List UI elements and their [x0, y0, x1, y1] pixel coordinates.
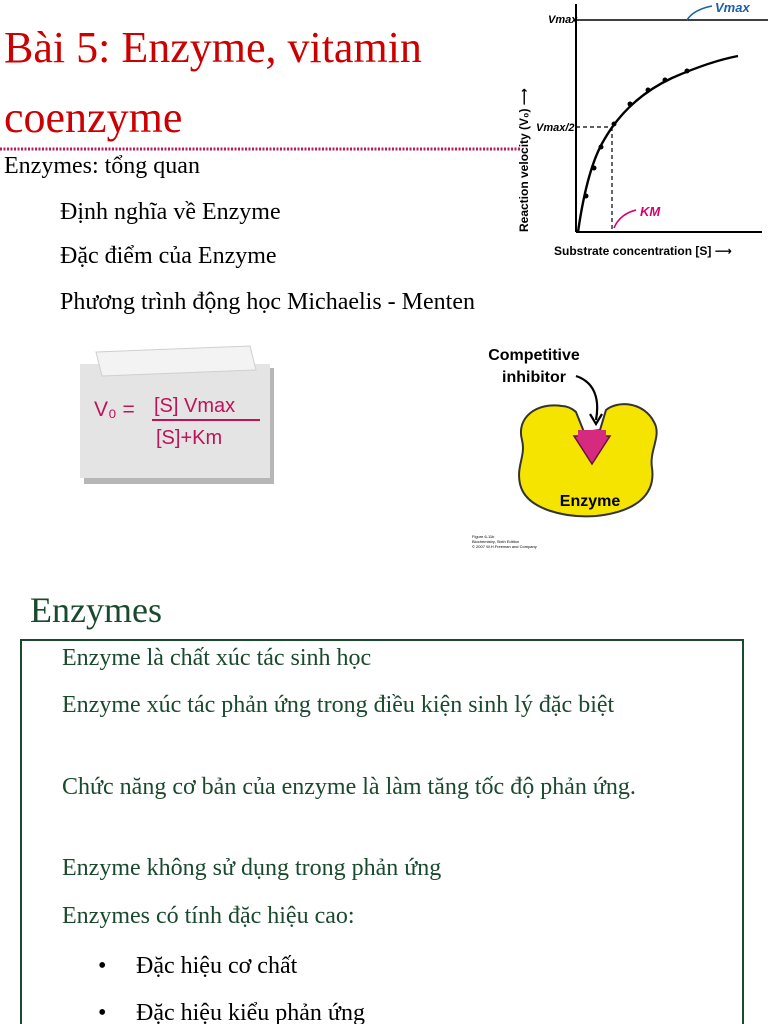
michaelis-menten-formula: [74, 344, 278, 484]
vmax-callout-arrow: [687, 6, 712, 20]
figure-caption: Figure 6-11b: [472, 534, 495, 539]
km-label: KM: [640, 204, 661, 219]
half-vmax-label: Vmax/2: [536, 122, 575, 134]
figure-caption: Biochemistry, Sixth Edition: [472, 539, 520, 544]
data-points: [584, 69, 690, 199]
slide-title-line-1: Bài 5: Enzyme, vitamin: [4, 23, 422, 72]
inhibitor-label: inhibitor: [502, 369, 566, 386]
enzyme-label: Enzyme: [559, 493, 621, 510]
figure-caption: © 2007 W.H.Freeman and Company: [472, 544, 537, 549]
title-divider: [0, 147, 520, 151]
formula-lhs: V₀ =: [94, 398, 135, 421]
slide-title-line-2: coenzyme: [4, 93, 183, 142]
vmax-axis-label: Vmax: [548, 14, 578, 26]
sub-list-item-label: Đặc hiệu kiểu phản ứng: [136, 1000, 365, 1024]
km-callout-arrow: [614, 210, 636, 228]
sub-list-item-label: Đặc hiệu cơ chất: [136, 953, 298, 979]
sub-list-item: [98, 998, 365, 1024]
formula-numerator: [S] Vmax: [154, 395, 236, 417]
list-item: Enzymes có tính đặc hiệu cao:: [62, 903, 355, 929]
formula-denominator: [S]+Km: [156, 427, 223, 449]
section-heading: Enzymes: tổng quan: [4, 153, 200, 179]
list-item: Đặc điểm của Enzyme: [60, 243, 277, 269]
sub-list-item: [98, 951, 297, 982]
competitive-inhibitor-figure: [466, 340, 666, 552]
list-item: Enzyme là chất xúc tác sinh học: [62, 645, 372, 671]
list-item: Chức năng cơ bản của enzyme là làm tăng tốc độ phản ứng.: [62, 774, 636, 800]
x-axis-title: Substrate concentration [S] ⟶: [554, 244, 732, 258]
section-title: Enzymes: [30, 590, 162, 630]
inhibitor-arrow: [576, 376, 597, 420]
michaelis-menten-graph: [512, 0, 768, 262]
bullet-icon: •: [98, 953, 107, 979]
bullet-icon: •: [98, 1000, 107, 1024]
vmax-callout: Vmax: [715, 0, 750, 15]
list-item: Enzyme xúc tác phản ứng trong điều kiện sinh lý đặc biệt: [62, 692, 615, 718]
y-axis-title: Reaction velocity (V₀) ⟶: [517, 88, 531, 232]
list-item: Định nghĩa về Enzyme: [60, 199, 281, 225]
list-item: Phương trình động học Michaelis - Menten: [60, 289, 475, 315]
inhibitor-label: Competitive: [488, 347, 580, 364]
list-item: Enzyme không sử dụng trong phản ứng: [62, 855, 442, 881]
